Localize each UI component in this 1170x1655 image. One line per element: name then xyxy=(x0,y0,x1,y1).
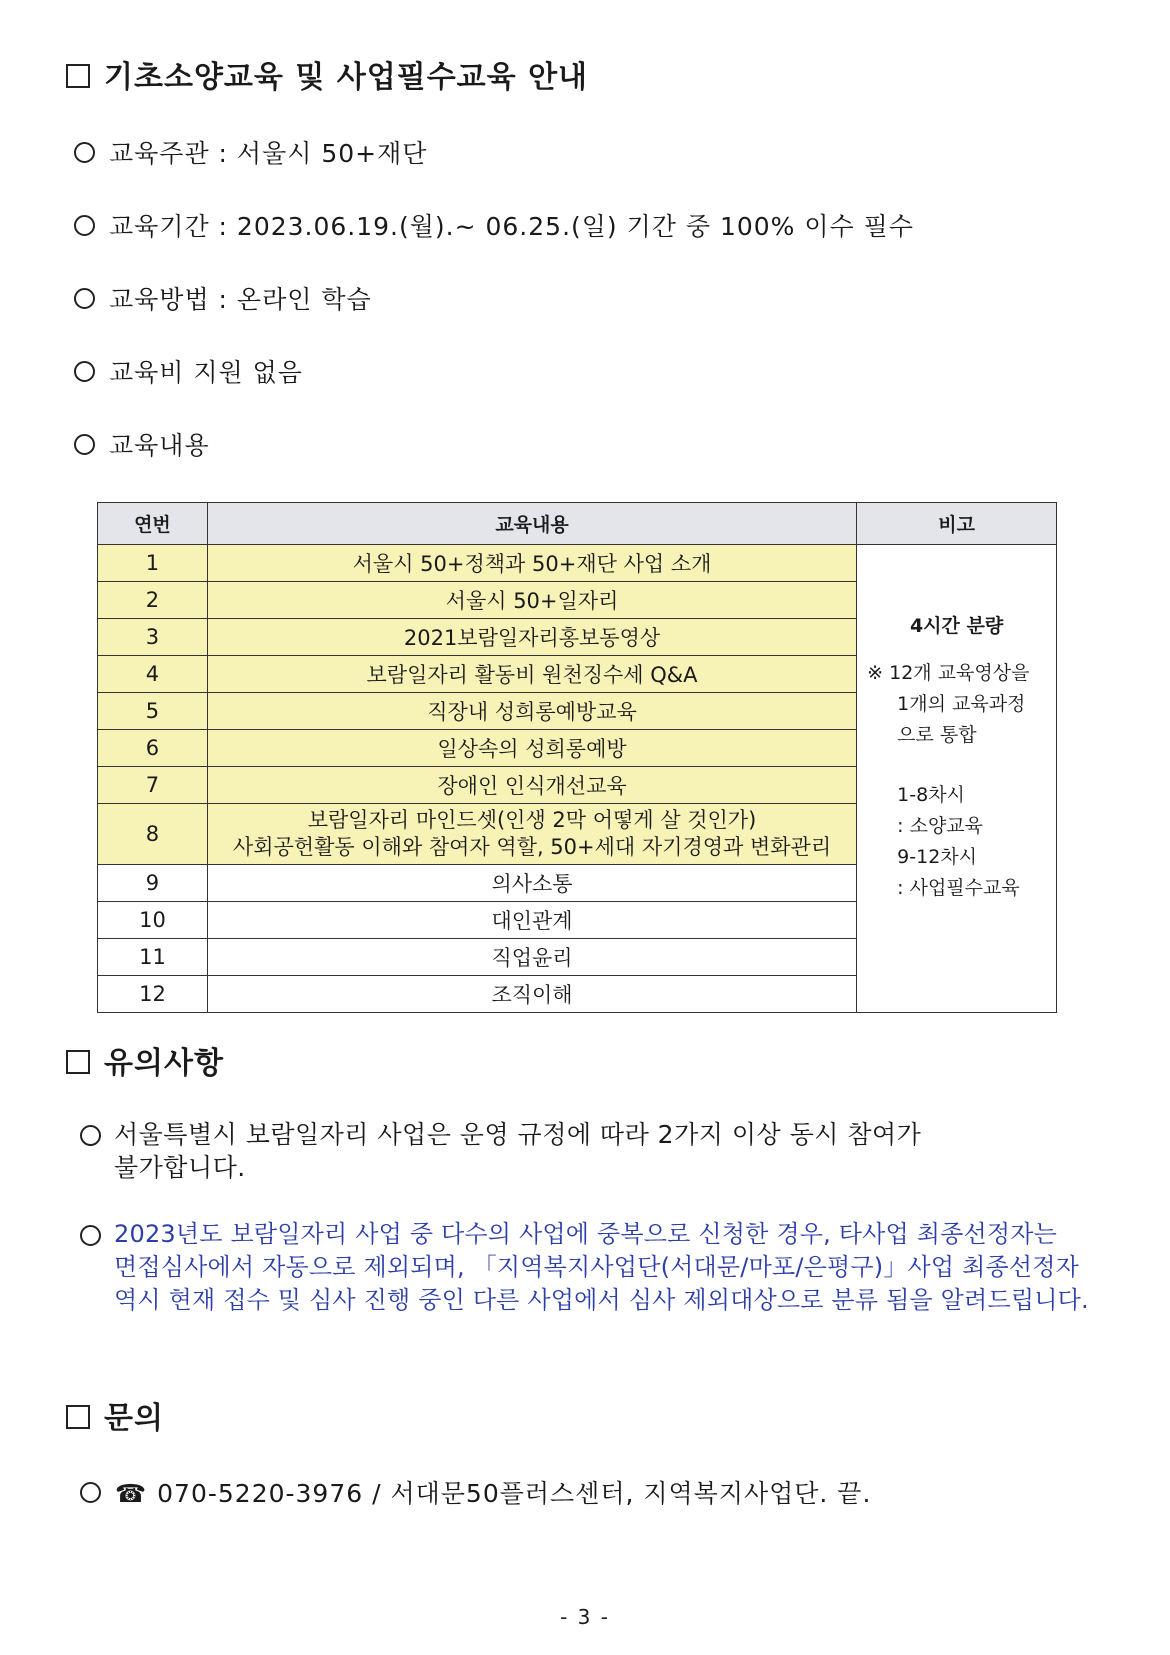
list-item-text: 교육주관 : 서울시 50+재단 xyxy=(109,139,428,168)
row-content: 장애인 인식개선교육 xyxy=(207,767,856,804)
table-row xyxy=(98,545,1057,582)
circle-bullet-icon xyxy=(80,1225,101,1246)
row-content: 조직이해 xyxy=(207,976,856,1013)
note-line: ※ 12개 교육영상을 xyxy=(867,662,1030,684)
table-header-row xyxy=(98,503,1057,545)
header-number: 연번 xyxy=(98,503,208,545)
row-content: 일상속의 성희롱예방 xyxy=(207,730,856,767)
note-line: : 사업필수교육 xyxy=(897,877,1020,899)
row-content: 의사소통 xyxy=(207,865,856,902)
list-item-content xyxy=(74,426,210,462)
row-number: 2 xyxy=(98,582,208,619)
row-content: 서울시 50+일자리 xyxy=(207,582,856,619)
header-content: 교육내용 xyxy=(207,503,856,545)
phone-icon: ☎ xyxy=(115,1479,148,1508)
section-title-notice xyxy=(66,1038,224,1082)
list-item-text: 교육비 지원 없음 xyxy=(109,358,303,387)
list-item-text: 교육방법 : 온라인 학습 xyxy=(109,285,372,314)
row-content: 서울시 50+정책과 50+재단 사업 소개 xyxy=(207,545,856,582)
circle-bullet-icon xyxy=(80,1482,101,1503)
row-content-line: 보람일자리 마인드셋(인생 2막 어떻게 살 것인가) xyxy=(307,808,757,832)
list-item-text: 교육기간 : 2023.06.19.(월).~ 06.25.(일) 기간 중 100% 이수 필수 xyxy=(109,212,914,241)
list-item-text: 교육내용 xyxy=(109,431,210,460)
row-number: 7 xyxy=(98,767,208,804)
circle-bullet-icon xyxy=(74,361,95,382)
row-number: 8 xyxy=(98,804,208,865)
checkbox-square-icon xyxy=(66,64,90,88)
notice-line: 불가합니다. xyxy=(114,1153,246,1182)
note-line: 으로 통합 xyxy=(897,724,977,746)
header-note: 비고 xyxy=(857,503,1057,545)
row-number: 9 xyxy=(98,865,208,902)
row-content: 2021보람일자리홍보동영상 xyxy=(207,619,856,656)
row-content: 대인관계 xyxy=(207,902,856,939)
row-number: 4 xyxy=(98,656,208,693)
list-item-organizer xyxy=(74,134,427,170)
notice-line: 서울특별시 보람일자리 사업은 운영 규정에 따라 2가지 이상 동시 참여가 xyxy=(114,1120,922,1149)
circle-bullet-icon xyxy=(74,434,95,455)
contact-text: 070-5220-3976 / 서대문50플러스센터, 지역복지사업단. 끝. xyxy=(157,1479,872,1508)
notice-item-2 xyxy=(80,1218,1140,1317)
circle-bullet-icon xyxy=(80,1125,101,1146)
list-item-method xyxy=(74,280,372,316)
note-line: : 소양교육 xyxy=(897,815,984,837)
notice-line: 면접심사에서 자동으로 제외되며, 「지역복지사업단(서대문/마포/은평구)」사업 최종선정자 xyxy=(114,1253,1080,1281)
list-item-period xyxy=(74,207,914,243)
page-number: - 3 - xyxy=(560,1605,610,1629)
notice-line: 2023년도 보람일자리 사업 중 다수의 사업에 중복으로 신청한 경우, 타사업 최종선정자는 xyxy=(114,1220,1058,1248)
education-content-table xyxy=(97,502,1057,1013)
row-content: 직장내 성희롱예방교육 xyxy=(207,693,856,730)
circle-bullet-icon xyxy=(74,288,95,309)
circle-bullet-icon xyxy=(74,142,95,163)
section-title-text: 문의 xyxy=(104,1401,164,1436)
circle-bullet-icon xyxy=(74,215,95,236)
note-line: 1-8차시 xyxy=(897,784,965,806)
row-number: 10 xyxy=(98,902,208,939)
section-title-text: 기초소양교육 및 사업필수교육 안내 xyxy=(104,60,589,95)
note-line: 1개의 교육과정 xyxy=(897,693,1026,715)
note-duration: 4시간 분량 xyxy=(909,615,1004,637)
row-content xyxy=(207,804,856,865)
checkbox-square-icon xyxy=(66,1405,90,1429)
row-number: 1 xyxy=(98,545,208,582)
note-cell xyxy=(857,545,1057,1013)
row-content: 직업윤리 xyxy=(207,939,856,976)
section-title-inquiry xyxy=(66,1393,164,1437)
row-content: 보람일자리 활동비 원천징수세 Q&A xyxy=(207,656,856,693)
row-number: 6 xyxy=(98,730,208,767)
section-title-text: 유의사항 xyxy=(104,1046,224,1081)
row-number: 3 xyxy=(98,619,208,656)
list-item-cost xyxy=(74,353,303,389)
row-number: 12 xyxy=(98,976,208,1013)
row-content-line: 사회공헌활동 이해와 참여자 역할, 50+세대 자기경영과 변화관리 xyxy=(232,835,832,859)
notice-line: 역시 현재 접수 및 심사 진행 중인 다른 사업에서 심사 제외대상으로 분류 됨을 알려드립니다. xyxy=(114,1286,1089,1314)
row-number: 11 xyxy=(98,939,208,976)
checkbox-square-icon xyxy=(66,1050,90,1074)
note-line: 9-12차시 xyxy=(897,846,977,868)
section-title-education xyxy=(66,52,588,96)
contact-line xyxy=(80,1474,871,1510)
notice-item-1 xyxy=(80,1118,1120,1184)
row-number: 5 xyxy=(98,693,208,730)
